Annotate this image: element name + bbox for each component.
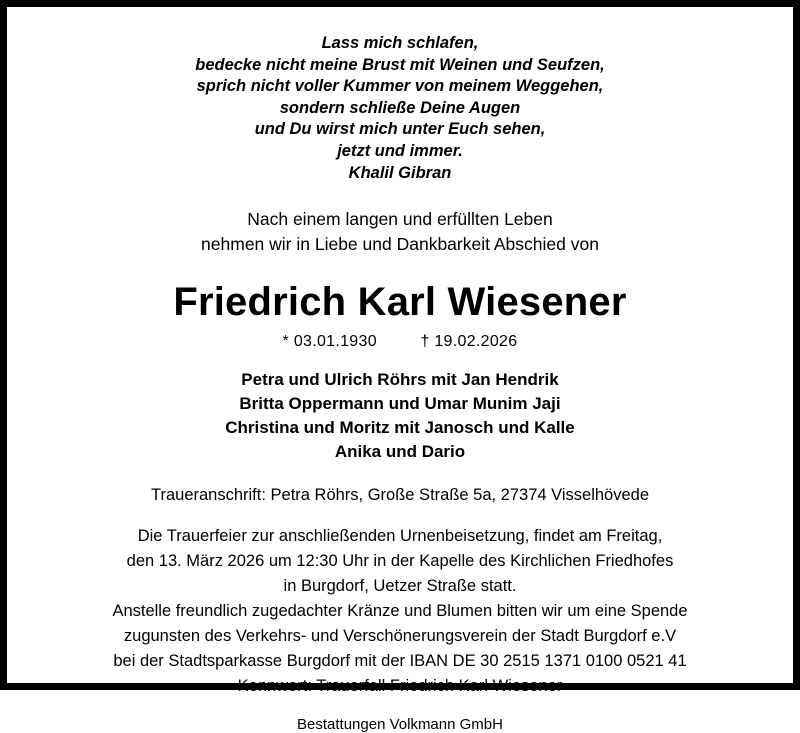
poem-line-3: sprich nicht voller Kummer von meinem Weggehen, [196,77,604,95]
donation-block [112,599,687,699]
life-dates [283,333,518,351]
poem-author: Khalil Gibran [348,164,452,182]
donation-line-4: Kennwort: Trauerfall Friedrich Karl Wiesener [237,676,563,695]
ceremony-line-3: in Burgdorf, Uetzer Straße statt. [283,576,517,595]
undertaker-name: Bestattungen Volkmann GmbH [297,715,503,733]
birth-date: 03.01.1930 [293,332,377,350]
birth-symbol: * [282,332,290,350]
poem-line-1: Lass mich schlafen, [321,34,479,52]
intro-line-2: nehmen wir in Liebe und Dankbarkeit Abschied von [201,233,599,254]
donation-line-1: Anstelle freundlich zugedachter Kränze und Blumen bitten wir um eine Spende [112,601,688,620]
ceremony-block [127,524,674,599]
family-line: Britta Oppermann und Umar Munim Jaji [239,393,561,413]
ceremony-line-1: Die Trauerfeier zur anschließenden Urnenbeisetzung, findet am Freitag, [137,526,663,545]
death-date: 19.02.2026 [434,332,518,350]
poem-line-4: sondern schließe Deine Augen [279,98,521,117]
poem-line-5: und Du wirst mich unter Euch sehen, [254,120,546,138]
family-line: Christina und Moritz mit Janosch und Kalle [225,417,575,437]
poem-line-6: jetzt und immer. [337,141,463,160]
deceased-name: Friedrich Karl Wiesener [173,279,627,324]
death-symbol: † [420,332,430,350]
intro-block [201,207,599,257]
family-line: Anika und Dario [334,441,466,461]
family-block [225,368,574,464]
intro-line-1: Nach einem langen und erfüllten Leben [247,208,553,229]
donation-line-2: zugunsten des Verkehrs- und Verschönerungsverein der Stadt Burgdorf e.V [123,626,677,645]
ceremony-line-2: den 13. März 2026 um 12:30 Uhr in der Kapelle des Kirchlichen Friedhofes [126,551,674,570]
donation-line-3: bei der Stadtsparkasse Burgdorf mit der IBAN DE 30 2515 1371 0100 0521 41 [113,651,687,670]
family-line: Petra und Ulrich Röhrs mit Jan Hendrik [241,369,559,389]
mourning-address: Traueranschrift: Petra Röhrs, Große Straße 5a, 27374 Visselhövede [151,485,649,504]
poem-line-2: bedecke nicht meine Brust mit Weinen und Seufzen, [195,55,605,74]
poem-block [195,33,605,185]
